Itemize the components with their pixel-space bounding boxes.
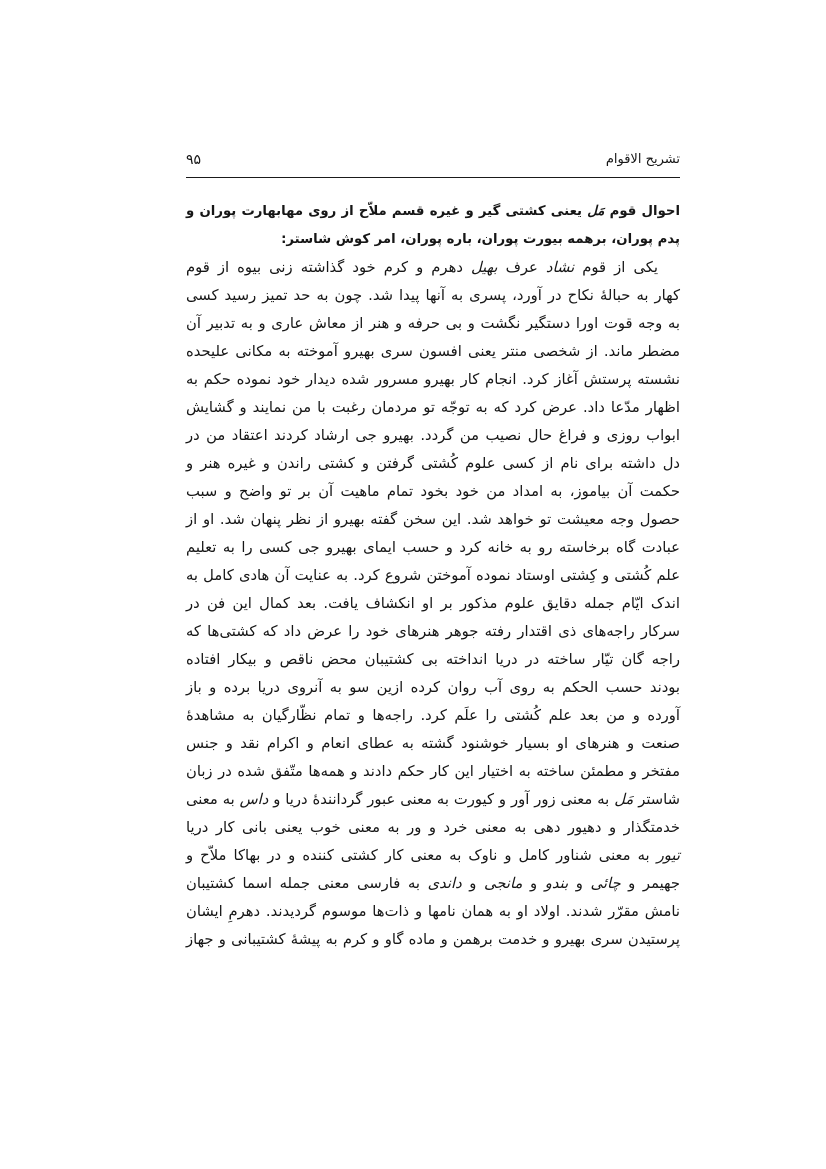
text-run: و (568, 875, 591, 892)
emphasized-term: نشاد (545, 259, 575, 276)
text-run: راجه گان تیّار ساخته در دریا انداخته بی کشتیبان محض ناقص و بیکار افتاده (186, 651, 680, 668)
body-line (186, 310, 680, 338)
page-number: ۹۵ (186, 152, 202, 168)
body-line (186, 282, 680, 310)
body-line (186, 842, 680, 870)
emphasized-term: چائی (590, 875, 621, 892)
emphasized-term: مَل (587, 204, 605, 219)
emphasized-term: مَل (614, 791, 634, 808)
body-line (186, 898, 680, 926)
body-line (186, 646, 680, 674)
text-run: خدمتگذار و دهیور دهی به معنی خرد و ور به معنی خوب یعنی بانی کار دریا (186, 819, 680, 836)
text-run: به معنی (186, 791, 240, 808)
text-run: دل داشته برای نام از کسی علوم کُشتی گرفتن و کشتی راندن و غیره هنر و (186, 455, 680, 472)
text-run: احوال قوم (604, 204, 680, 219)
text-run: به وجه قوت اورا دستگیر نگشت و بی حرفه و هنر از معاش عاری و به تدبیر آن (186, 315, 680, 332)
emphasized-term: داس (239, 791, 269, 808)
emphasized-term: بندو (544, 875, 569, 892)
body-line (186, 730, 680, 758)
text-run: یکی از قوم (574, 259, 658, 276)
running-head-title: تشریح الاقوام (605, 152, 680, 167)
text-run: به معنی زور آور و کیورت به معنی عبور گردانندهٔ دریا و (268, 791, 615, 808)
body-line (186, 674, 680, 702)
text-run: مضطر ماند. از شخصی منتر یعنی افسون سری بهیرو آموخته به مکانی علیحده (186, 343, 680, 360)
text-run: ابواب روزی و فراغ حال نصیب من گردد. بهیرو جی ارشاد کردند اعتقاد من در (186, 427, 680, 444)
text-run: یعنی کشتی گیر و غیره قسم ملاّح از روی مهابهارت پوران و (186, 204, 588, 219)
body-line (186, 758, 680, 786)
body-line (186, 814, 680, 842)
body-line (186, 562, 680, 590)
text-run: و (522, 875, 545, 892)
emphasized-term: مانجی (484, 875, 523, 892)
body-line (186, 870, 680, 898)
emphasized-term: داندی (427, 875, 462, 892)
text-run: نامش مقرّر شدند. اولاد او به همان نامها و ذات‌ها موسوم گردیدند. دهرمِ ایشان (186, 903, 680, 920)
text-run: علم کُشتی و کِشتی اوستاد نموده آموختن شروع کرد. به عنایت آن هادی کامل به (186, 567, 680, 584)
body-line (186, 702, 680, 730)
text-run: شاستر (633, 791, 680, 808)
text-run: جهیمر و (620, 875, 680, 892)
text-run: نشسته پرستش آغاز کرد. انجام کار بهیرو مسرور شده دیدار خود نموده حکم به (186, 371, 680, 388)
text-run: سرکار راجه‌های ذی اقتدار رفته جوهر هنرهای خود را عرض داد که کشتی‌ها که (186, 623, 680, 640)
text-run: کهار به حبالهٔ نکاح در آورد، پسری به آنها پیدا شد. چون به حد تمیز رسید کسی (186, 287, 680, 304)
body-line (186, 786, 680, 814)
body-line (186, 478, 680, 506)
text-run: صنعت و هنرهای او بسیار خوشنود گشته به عطای انعام و اکرام نقد و جنس (186, 735, 680, 752)
body-line (186, 254, 680, 282)
emphasized-term: تیور (656, 847, 680, 864)
body-line (186, 926, 680, 954)
text-run: اندک ایّام جمله دقایق علوم مذکور بر او انکشاف یافت. بعد کمال این فن در (186, 595, 680, 612)
main-text (186, 198, 680, 954)
text-run: پدم پوران، برهمه بیورت پوران، باره پوران، امر کوش شاستر: (281, 232, 680, 247)
body-text (186, 254, 680, 954)
text-run: آورده و من بعد علم کُشتی را علَم کرد. راجه‌ها و تمام نظّارگیان به مشاهدهٔ (186, 707, 680, 724)
text-run: حصول وجه معیشت تو خواهد شد. این سخن گفته بهیرو از نظر پنهان شد. او از (186, 511, 680, 528)
body-line (186, 618, 680, 646)
text-run: پرستیدن سری بهیرو و خدمت برهمن و ماده گاو و کرم به پیشهٔ کشتیبانی و جهاز (186, 931, 680, 948)
text-run: به فارسی معنی جمله اسما کشتیبان (186, 875, 428, 892)
text-run: دهرم و کرم خود گذاشته زنی بیوه از قوم (186, 259, 471, 276)
emphasized-term: بهیل (470, 259, 498, 276)
text-run: به معنی شناور کامل و ناوک به معنی کار کشتی کننده و در بهاکا ملاّح و (186, 847, 657, 864)
body-line (186, 366, 680, 394)
text-run: بودند حسب الحکم به روی آب روان کرده ازین سو به آنروی دریا برده و باز (186, 679, 680, 696)
body-line (186, 394, 680, 422)
text-run: عرف (497, 259, 546, 276)
heading-line (186, 226, 680, 254)
body-line (186, 590, 680, 618)
text-run: و (461, 875, 485, 892)
text-run: عبادت گاه برخاسته رو به خانه کرد و حسب ایمای بهیرو جی کسی را به تعلیم (186, 539, 680, 556)
text-run: حکمت آن بیاموز، به امداد من خود بخود تمام ماهیت آن بر تو واضح و سبب (186, 483, 680, 500)
text-run: اظهار مدّعا داد. عرض کرد که به توجّه تو مردمان رغبت با من نمایند و گشایش (186, 399, 680, 416)
body-line (186, 506, 680, 534)
heading-line (186, 198, 680, 226)
running-header (186, 147, 680, 178)
body-line (186, 338, 680, 366)
body-line (186, 450, 680, 478)
body-line (186, 422, 680, 450)
section-heading (186, 198, 680, 254)
body-line (186, 534, 680, 562)
text-run: مفتخر و مطمئن ساخته به اختیار این کار حکم دادند و همه‌ها متّفق شده در زبان (186, 763, 680, 780)
